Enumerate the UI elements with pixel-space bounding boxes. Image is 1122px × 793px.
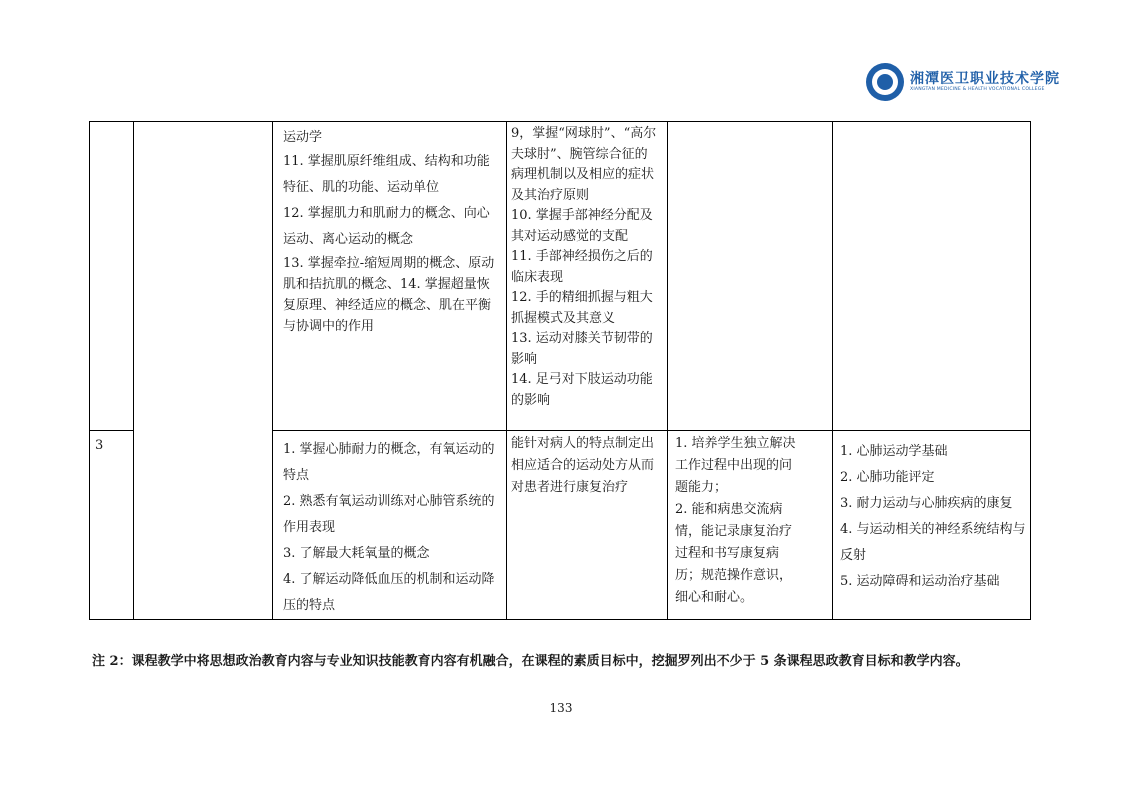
table-cell-line: 13. 掌握牵拉-缩短周期的概念、原动肌和拮抗肌的概念、14. 掌握超量恢复原理、神经适应的概念、肌在平衡与协调中的作用 [283,256,495,334]
table-cell-line: 11. 掌握肌原纤维组成、结构和功能特征、肌的功能、运动单位 [283,154,490,195]
row3-content [840,439,1028,595]
table-cell-line: 4. 了解运动降低血压的机制和运动降压的特点 [283,572,495,613]
logo-english-name: XIANGTAN MEDICINE & HEALTH VOCATIONAL COLLEGE [910,87,1045,92]
table-cell-line: 2. 能和病患交流病情，能记录康复治疗过程和书写康复病历；规范操作意识，细心和耐心。 [675,502,793,605]
table-cell-line: 2. 熟悉有氧运动训练对心肺管系统的作用表现 [283,494,495,535]
table-cell-line: 运动学 [283,130,323,145]
page-number: 133 [549,701,573,715]
prev-row-objectives [283,127,498,337]
table-cell-line: 1. 掌握心肺耐力的概念，有氧运动的特点 [283,442,495,483]
table-cell-line: 10. 掌握手部神经分配及其对运动感觉的支配 [511,208,653,244]
college-logo [866,63,1060,105]
table-cell-line: 3. 了解最大耗氧量的概念 [283,546,430,561]
table-cell-line: 5. 运动障碍和运动治疗基础 [840,574,1000,589]
table-cell-line: 2. 心肺功能评定 [840,470,935,485]
table-cell-line: 13. 运动对膝关节韧带的影响 [511,331,653,367]
table-cell-line: 14. 足弓对下肢运动功能的影响 [511,372,653,408]
table-cell-line: 9，掌握“网球肘”、“高尔夫球肘”、腕管综合征的病理机制以及相应的症状及其治疗原则 [511,126,657,203]
logo-chinese-name: 湘潭医卫职业技术学院 [910,71,1060,87]
row3-objectives [283,437,501,619]
footnote: 注 2：课程教学中将思想政治教育内容与专业知识技能教育内容有机融合，在课程的素质目标中，挖掘罗列出不少于 5 条课程思政教育目标和教学内容。 [92,654,969,669]
table-cell-line: 12. 手的精细抓握与粗大抓握模式及其意义 [511,290,653,326]
prev-row-skills [511,124,659,411]
table-cell-line: 3. 耐力运动与心肺疾病的康复 [840,496,1013,511]
table-cell-line: 1. 心肺运动学基础 [840,444,948,459]
table-cell-line: 12. 掌握肌力和肌耐力的概念、向心运动、离心运动的概念 [283,206,490,247]
row3-skills [511,433,659,499]
table-cell-line: 11. 手部神经损伤之后的临床表现 [511,249,653,285]
row-number: 3 [95,438,104,453]
row3-quality-goals [675,433,803,609]
table-cell-line: 4. 与运动相关的神经系统结构与反射 [840,522,1026,563]
table-cell-line: 能针对病人的特点制定出相应适合的运动处方从而对患者进行康复治疗 [511,436,655,495]
table-cell-line: 1. 培养学生独立解决工作过程中出现的问题能力； [675,436,796,495]
